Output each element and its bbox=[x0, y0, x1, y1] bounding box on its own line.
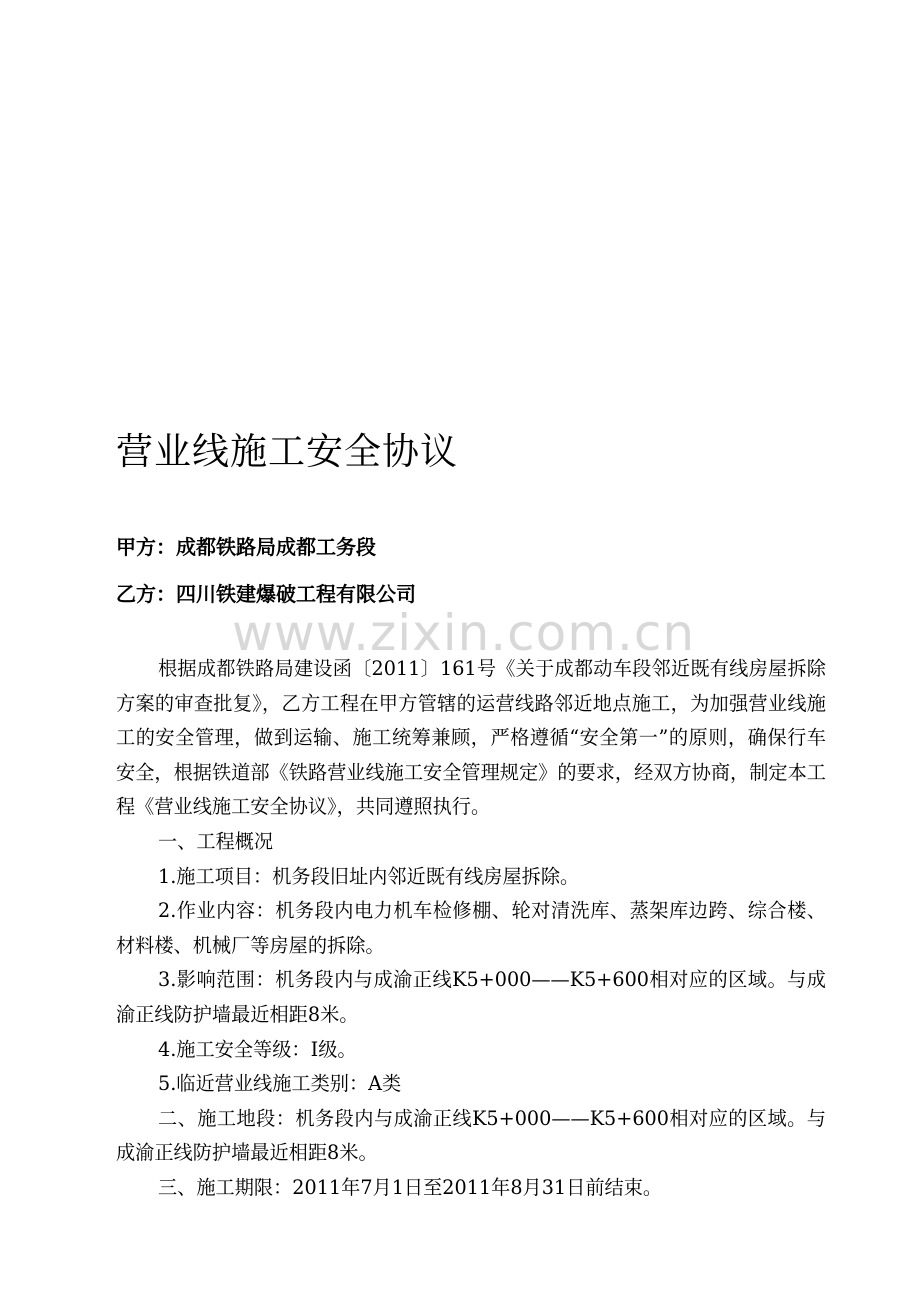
party-a: 甲方：成都铁路局成都工务段 bbox=[116, 535, 376, 559]
paragraph-item-4: 4.施工安全等级：Ⅰ级。 bbox=[158, 1037, 357, 1061]
paragraph-item-5: 5.临近营业线施工类别：A类 bbox=[158, 1072, 402, 1096]
paragraph-item-3: 3.影响范围：机务段内与成渝正线K5+000——K5+600相对应的区域。与成渝正线防护墙最近相距8米。 bbox=[116, 968, 826, 1026]
document-body bbox=[116, 652, 826, 1206]
paragraph-item-2: 2.作业内容：机务段内电力机车检修棚、轮对清洗库、蒸架库边跨、综合楼、材料楼、机械厂等房屋的拆除。 bbox=[116, 899, 826, 957]
section-heading-overview: 一、工程概况 bbox=[158, 829, 274, 853]
paragraph-intro: 根据成都铁路局建设函〔2011〕161号《关于成都动车段邻近既有线房屋拆除方案的审查批复》，乙方工程在甲方管辖的运营线路邻近地点施工，为加强营业线施工的安全管理，做到运输、施工统筹兼顾，严格遵循“安全第一”的原则，确保行车安全，根据铁道部《铁路营业线施工安全管理规定》的要求，经双方协商，制定本工程《营业线施工安全协议》，共同遵照执行。 bbox=[116, 657, 826, 819]
watermark: www.zixin.com.cn bbox=[232, 604, 696, 662]
paragraph-item-1: 1.施工项目：机务段旧址内邻近既有线房屋拆除。 bbox=[158, 864, 580, 888]
document-title: 营业线施工安全协议 bbox=[116, 430, 458, 473]
section-construction-area: 二、施工地段：机务段内与成渝正线K5+000——K5+600相对应的区域。与成渝正线防护墙最近相距8米。 bbox=[116, 1106, 826, 1165]
section-construction-period: 三、施工期限：2011年7月1日至2011年8月31日前结束。 bbox=[158, 1175, 663, 1199]
party-b: 乙方：四川铁建爆破工程有限公司 bbox=[116, 582, 416, 606]
